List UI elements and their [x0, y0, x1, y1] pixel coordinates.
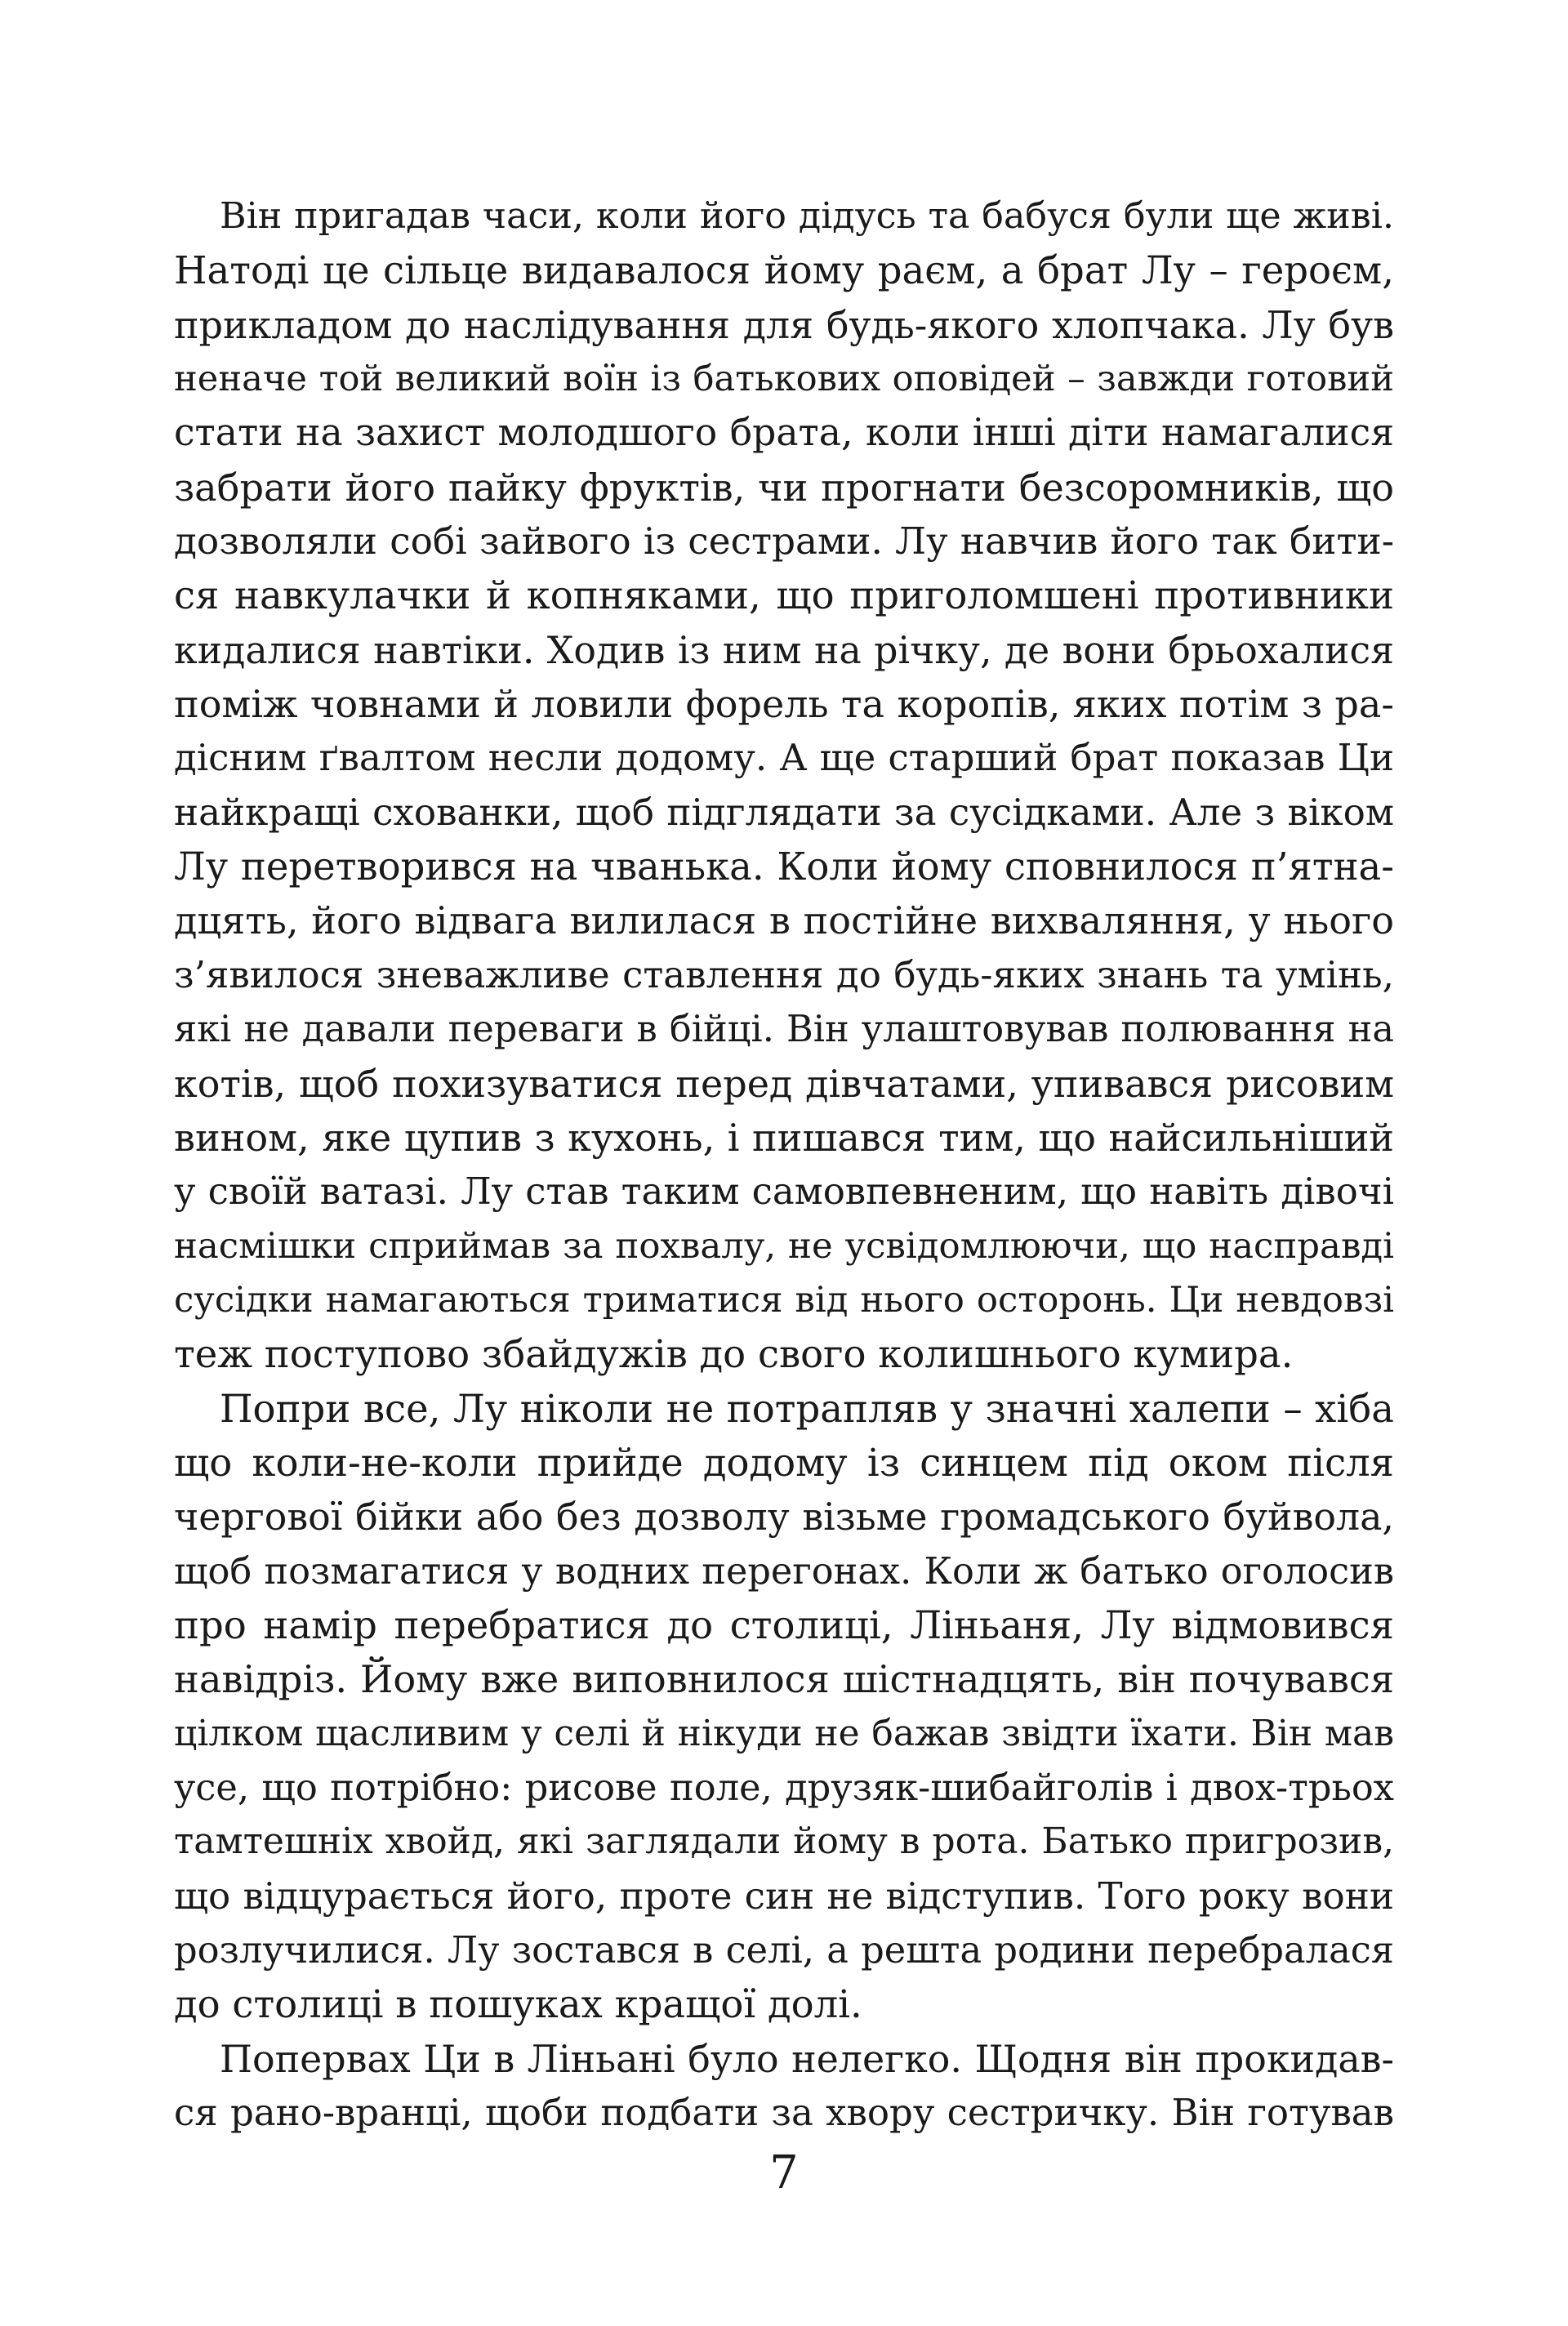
text-line: щоб позмагатися у водних перегонах. Коли ж батько оголосив — [174, 1549, 1394, 1593]
text-line: до столиці в пошуках кращої долі. — [174, 1982, 862, 2027]
text-line: найкращі схованки, щоб підглядати за сусідками. Але з віком — [174, 790, 1394, 834]
text-line: з’явилося зневажливе ставлення до будь-яких знань та умінь, — [174, 952, 1394, 996]
text-line: навідріз. Йому вже виповнилося шістнадцять, він почувався — [174, 1657, 1394, 1702]
text-line: теж поступово збайдужів до свого колишнього кумира. — [174, 1332, 1294, 1377]
text-line: усе, що потрібно: рисове поле, друзяк-шибайголів і двох-трьох — [174, 1765, 1394, 1809]
text-line: які не давали переваги в бійці. Він улаштовував полювання на — [174, 1008, 1394, 1051]
text-line: що коли-не-коли прийде додому із синцем під оком після — [174, 1440, 1394, 1485]
text-line: неначе той великий воїн із батькових оповідей – завжди готовий — [174, 359, 1394, 400]
body-text — [174, 189, 1394, 2140]
text-line: насмішки сприймав за похвалу, не усвідомлюючи, що насправді — [174, 1225, 1394, 1267]
text-line: тамтешніх хвойд, які заглядали йому в рота. Батько пригрозив, — [174, 1820, 1394, 1863]
text-line: розлучилися. Лу зостався в селі, а решта родини перебралася — [174, 1928, 1394, 1972]
text-line: сусідки намагаються триматися від нього осторонь. Ци невдовзі — [174, 1279, 1394, 1321]
text-line: стати на захист молодшого брата, коли інші діти намагалися — [174, 411, 1394, 455]
text-line: забрати його пайку фруктів, чи прогнати безсоромників, що — [174, 465, 1394, 510]
text-line: ся рано-вранці, щоби подбати за хвору сестричку. Він готував — [174, 2091, 1394, 2135]
text-line: вином, яке цупив з кухонь, і пишався тим, що найсильніший — [174, 1115, 1394, 1160]
text-line: у своїй ватазі. Лу став таким самовпевненим, що навіть дівочі — [174, 1170, 1394, 1214]
text-line: Поперваx Ци в Ліньані було нелегко. Щодня він прокидав- — [220, 2036, 1394, 2081]
text-line: котів, щоб похизуватися перед дівчатами, упивався рисовим — [174, 1061, 1394, 1106]
text-line: про намір перебратися до столиці, Ліньаня, Лу відмовився — [174, 1602, 1394, 1647]
text-line: ся навкулачки й копняками, що приголомшені противники — [174, 573, 1394, 618]
text-line: кидалися навтіки. Ходив із ним на річку, де вони брьохалися — [174, 627, 1394, 672]
text-line: прикладом до наслідування для будь-якого хлопчака. Лу був — [174, 302, 1394, 347]
text-line: дозволяли собі зайвого із сестрами. Лу навчив його так бити- — [174, 519, 1394, 564]
text-line: чергової бійки або без дозволу візьме громадського буйвола, — [174, 1495, 1394, 1540]
text-line: цілком щасливим у селі й нікуди не бажав звідти їхати. Він мав — [174, 1712, 1394, 1754]
text-line: дцять, його відвага вилилася в постійне вихваляння, у нього — [174, 898, 1394, 943]
text-line: Попри все, Лу ніколи не потрапляв у значні халепи – хіба — [220, 1386, 1394, 1431]
text-line: Лу перетворився на чванька. Коли йому сповнилося п’ятна- — [174, 844, 1394, 889]
text-line: дісним ґвалтом несли додому. А ще старший брат показав Ци — [174, 736, 1394, 780]
text-line: Він пригадав часи, коли його дідусь та бабуся були ще живі. — [220, 195, 1394, 237]
text-line: що відцурається його, проте син не відступив. Того року вони — [174, 1874, 1394, 1918]
text-line: Натоді це сільце видавалося йому раєм, а брат Лу – героєм, — [174, 248, 1394, 293]
text-line: поміж човнами й ловили форель та коропів, яких потім з ра- — [174, 682, 1394, 727]
page-number: 7 — [769, 2146, 799, 2199]
